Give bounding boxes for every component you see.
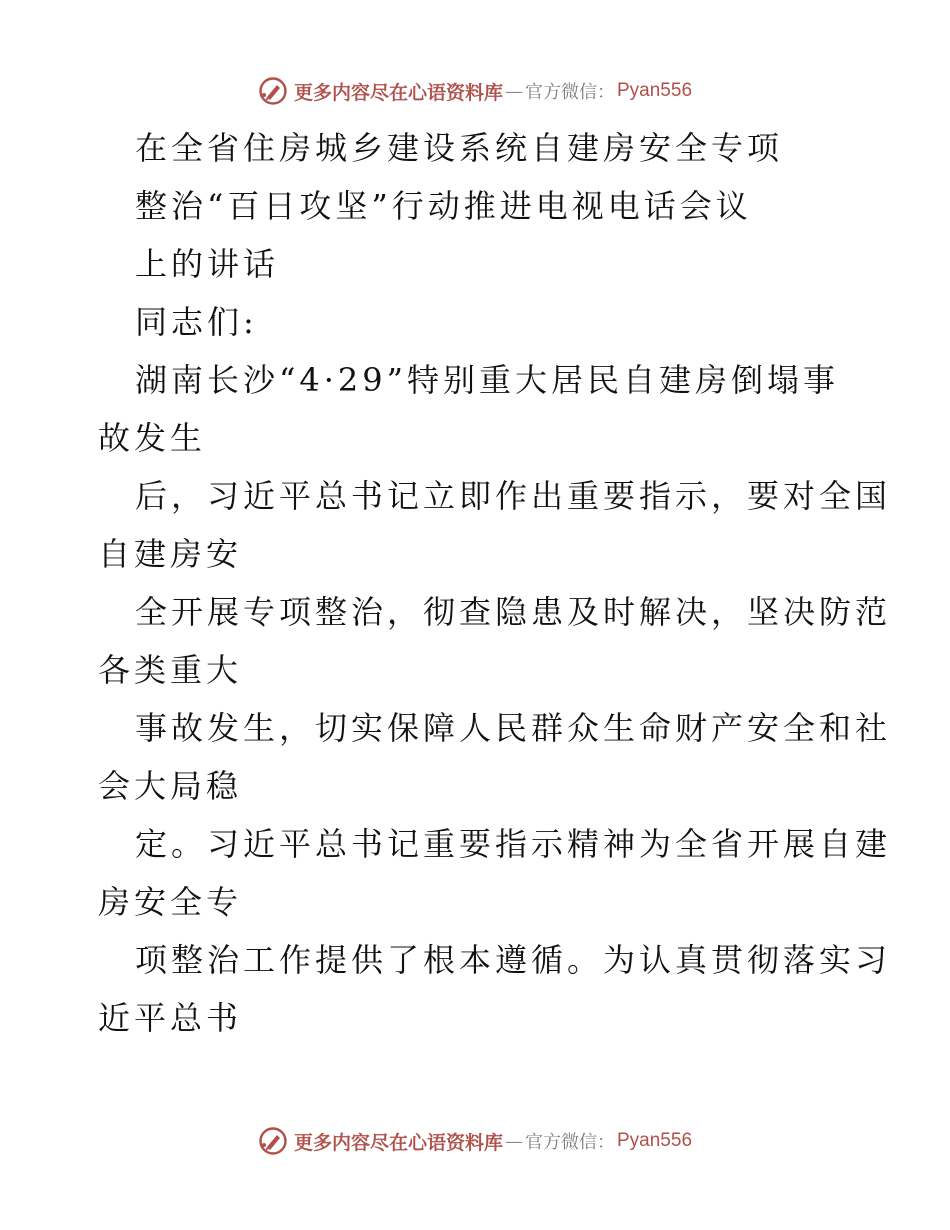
footer-promo-text: 更多内容尽在心语资料库 [293, 1131, 503, 1154]
paragraph-line: 定。习近平总书记重要指示精神为全省开展自建 [135, 825, 892, 863]
paragraph-line: 湖南长沙“4·29”特别重大居民自建房倒塌事 [135, 361, 839, 399]
header-promo-text: 更多内容尽在心语资料库 [293, 81, 503, 104]
paragraph-line: 项整治工作提供了根本遵循。为认真贯彻落实习 [135, 941, 892, 979]
salutation: 同志们: [135, 303, 258, 341]
paragraph-line: 会大局稳 [98, 767, 243, 805]
paragraph-line: 事故发生，切实保障人民群众生命财产安全和社 [135, 709, 892, 747]
header-banner [0, 74, 950, 108]
paragraph-line: 后，习近平总书记立即作出重要指示，要对全国 [135, 477, 892, 515]
footer-banner [0, 1124, 950, 1158]
paragraph-line: 房安全专 [98, 883, 243, 921]
paragraph-line: 全开展专项整治，彻查隐患及时解决，坚决防范 [135, 593, 892, 631]
footer-wechat-id: Pyan556 [617, 1130, 693, 1151]
title-line-1: 在全省住房城乡建设系统自建房安全专项 [135, 129, 784, 167]
header-dash: — [505, 80, 523, 102]
footer-dash: — [505, 1130, 523, 1152]
pen-logo-icon [258, 76, 288, 106]
paragraph-line: 故发生 [98, 419, 207, 457]
paragraph-line: 近平总书 [98, 999, 243, 1037]
header-wechat-label: 官方微信： [525, 82, 615, 103]
paragraph-line: 自建房安 [98, 535, 243, 573]
title-line-2: 整治“百日攻坚”行动推进电视电话会议 [135, 187, 752, 225]
header-wechat-id: Pyan556 [617, 80, 693, 101]
pen-logo-icon [258, 1126, 288, 1156]
title-line-3: 上的讲话 [135, 245, 280, 283]
paragraph-line: 各类重大 [98, 651, 243, 689]
footer-wechat-label: 官方微信： [525, 1132, 615, 1153]
